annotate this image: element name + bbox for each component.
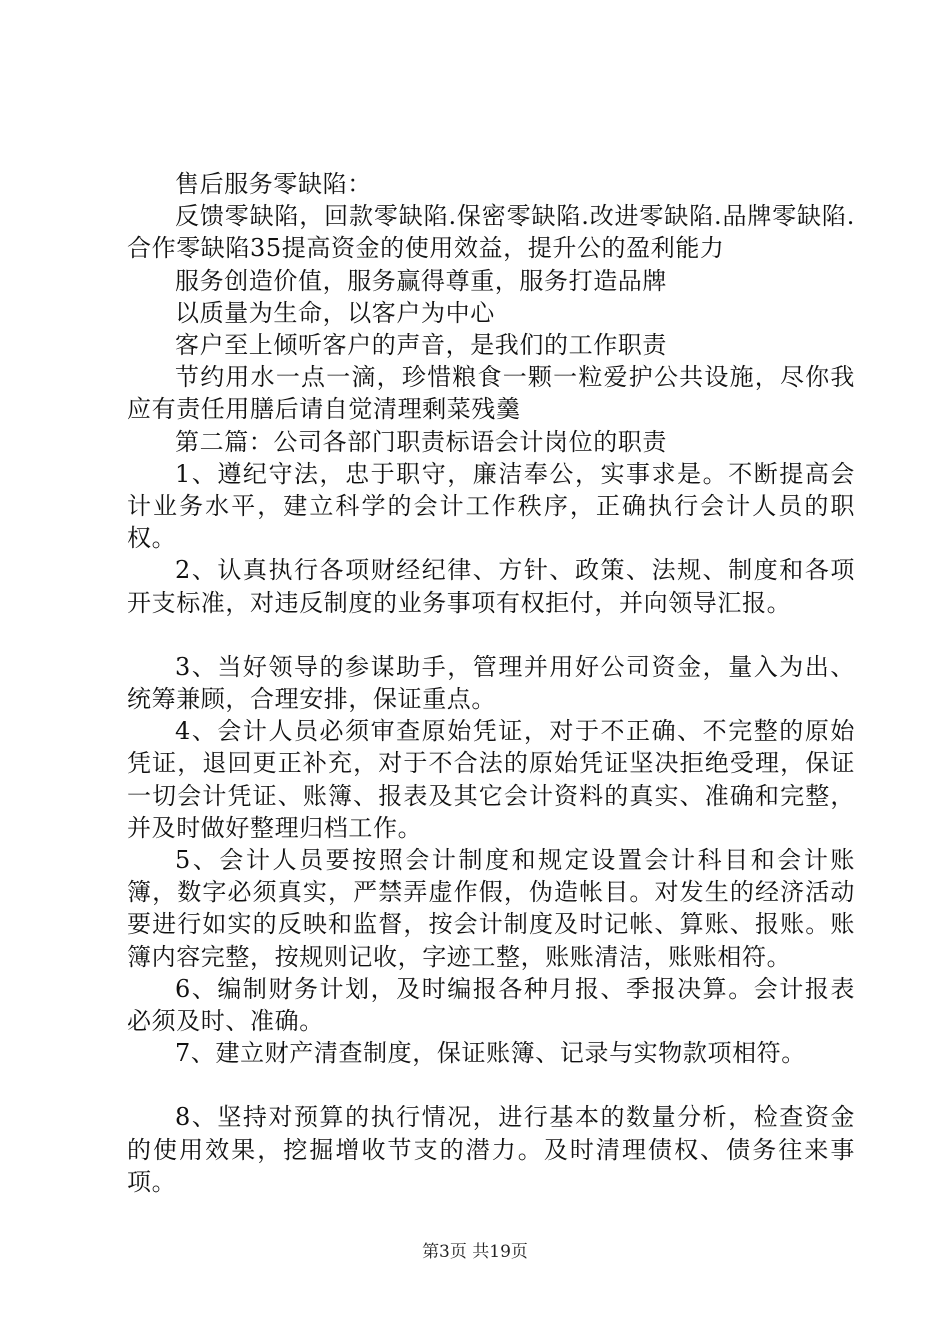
- paragraph-quality-life: 以质量为生命，以客户为中心: [175, 298, 495, 327]
- duty-item-5: 5、会计人员要按照会计制度和规定设置会计科目和会计账簿，数字必须真实，严禁弄虚作假，伪造帐目。对发生的经济活动要进行如实的反映和监督，按会计制度及时记帐、算账、报账。账簿内容完整，按规则记收，字迹工整，账账清洁，账账相符。: [127, 846, 855, 971]
- paragraph-service-value: 服务创造价值，服务赢得尊重，服务打造品牌: [175, 266, 667, 295]
- duty-item-1: 1、遵纪守法，忠于职守，廉洁奉公，实事求是。不断提高会计业务水平，建立科学的会计工作秩序，正确执行会计人员的职权。: [127, 459, 855, 553]
- paragraph-after-sales-heading: 售后服务零缺陷：: [175, 170, 372, 198]
- paragraph-save-water: 节约用水一点一滴，珍惜粮食一颗一粒爱护公共设施，尽你我应有责任用膳后请自觉清理剩菜残羹: [127, 363, 855, 424]
- duty-item-2: 2、认真执行各项财经纪律、方针、政策、法规、制度和各项开支标准，对违反制度的业务事项有权拒付，并向领导汇报。: [127, 556, 855, 617]
- paragraph-zero-defects: 反馈零缺陷，回款零缺陷.保密零缺陷.改进零缺陷.品牌零缺陷.合作零缺陷35提高资金的使用效益，提升公的盈利能力: [127, 202, 855, 263]
- duty-item-6: 6、编制财务计划，及时编报各种月报、季报决算。会计报表必须及时、准确。: [127, 974, 855, 1036]
- duty-item-7: 7、建立财产清查制度，保证账簿、记录与实物款项相符。: [175, 1039, 806, 1068]
- paragraph-gap: [127, 1069, 855, 1101]
- page-number-footer: 第3页 共19页: [422, 1242, 528, 1262]
- paragraph-customer-first: 客户至上倾听客户的声音，是我们的工作职责: [175, 331, 667, 360]
- paragraph-gap: [127, 619, 855, 651]
- document-body: [127, 168, 855, 1198]
- duty-item-4: 4、会计人员必须审查原始凭证，对于不正确、不完整的原始凭证，退回更正补充，对于不合法的原始凭证坚决拒绝受理，保证一切会计凭证、账簿、报表及其它会计资料的真实、准确和完整，并及时做好整理归档工作。: [127, 717, 855, 842]
- duty-item-8: 8、坚持对预算的执行情况，进行基本的数量分析，检查资金的使用效果，挖掘增收节支的潜力。及时清理债权、债务往来事项。: [127, 1103, 855, 1196]
- section-heading-accounting-duties: 第二篇：公司各部门职责标语会计岗位的职责: [175, 427, 667, 456]
- duty-item-3: 3、当好领导的参谋助手，管理并用好公司资金，量入为出、统筹兼顾，合理安排，保证重点。: [127, 652, 855, 714]
